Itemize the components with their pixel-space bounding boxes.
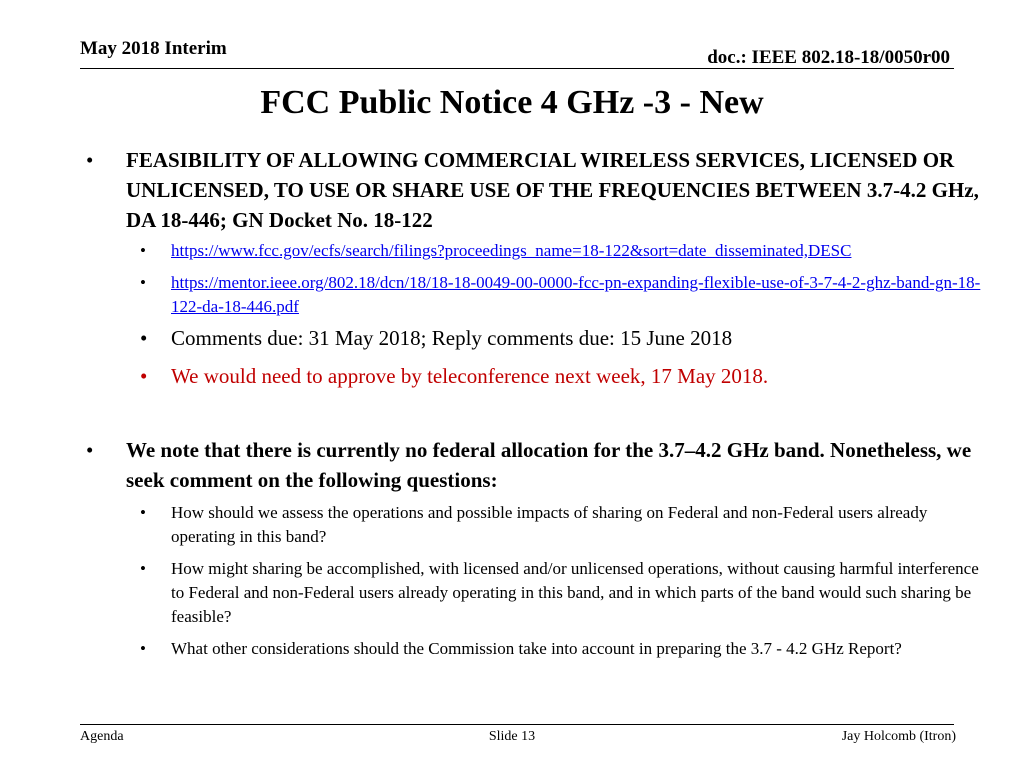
bullet-icon: • [140,326,148,350]
bullet-icon: • [86,148,94,172]
sub-bullet-question-2 [80,557,990,629]
sub-bullet-question-1 [80,501,990,549]
sub-bullet-ieee-link [80,271,990,319]
slide-content [80,145,990,661]
bullet-icon: • [86,438,94,462]
bullet-icon: • [140,241,146,260]
slide-title: FCC Public Notice 4 GHz -3 - New [260,84,764,121]
comments-due-text: Comments due: 31 May 2018; Reply comments due: 15 June 2018 [171,326,733,350]
question-3-text: What other considerations should the Commission take into account in preparing the 3.7 - 4.2 GHz Report? [171,639,902,658]
bullet-icon: • [140,559,146,578]
bullet-icon: • [140,364,148,388]
footer-divider [80,724,954,725]
bullet-federal-text: We note that there is currently no federal allocation for the 3.7–4.2 GHz band. Nonetheless, we seek comment on the following questions: [126,438,972,492]
bullet-icon: • [140,273,146,292]
bullet-feasibility [80,145,990,235]
sub-bullet-fcc-link [80,239,990,263]
bullet-feasibility-text: FEASIBILITY OF ALLOWING COMMERCIAL WIRELESS SERVICES, LICENSED OR UNLICENSED, TO USE OR SHARE USE OF THE FREQUENCIES BETWEEN 3.7-4.2 GHz, DA 18-446; GN Docket No. 18-122 [126,148,979,232]
footer-slide-number: Slide 13 [488,729,536,744]
question-2-text: How might sharing be accomplished, with licensed and/or unlicensed operations, without causing harmful interference to Federal and non-Federal users already operating in this band, and in which parts of the band would such sharing be feasible? [171,559,979,626]
header-divider [80,68,954,69]
fcc-ecfs-link[interactable]: https://www.fcc.gov/ecfs/search/filings?proceedings_name=18-122&sort=date_disseminated,DESC [171,241,852,260]
bullet-icon: • [140,639,146,658]
bullet-icon: • [140,503,146,522]
approval-note-text: We would need to approve by teleconference next week, 17 May 2018. [171,364,769,388]
question-1-text: How should we assess the operations and possible impacts of sharing on Federal and non-Federal users already operating in this band? [171,503,928,546]
sub-bullet-approval [80,361,990,391]
bullet-federal-allocation [80,435,990,495]
footer-author: Jay Holcomb (Itron) [841,729,956,744]
header-date: May 2018 Interim [80,38,227,59]
header-doc-number: doc.: IEEE 802.18-18/0050r00 [707,47,950,68]
sub-bullet-question-3 [80,637,990,661]
sub-bullet-comments-due [80,323,990,353]
footer-agenda: Agenda [80,729,124,744]
ieee-mentor-link[interactable]: https://mentor.ieee.org/802.18/dcn/18/18-18-0049-00-0000-fcc-pn-expanding-flexible-use-of-3-7-4-2-ghz-band-gn-18-122-da-18-446.pdf [171,273,981,316]
